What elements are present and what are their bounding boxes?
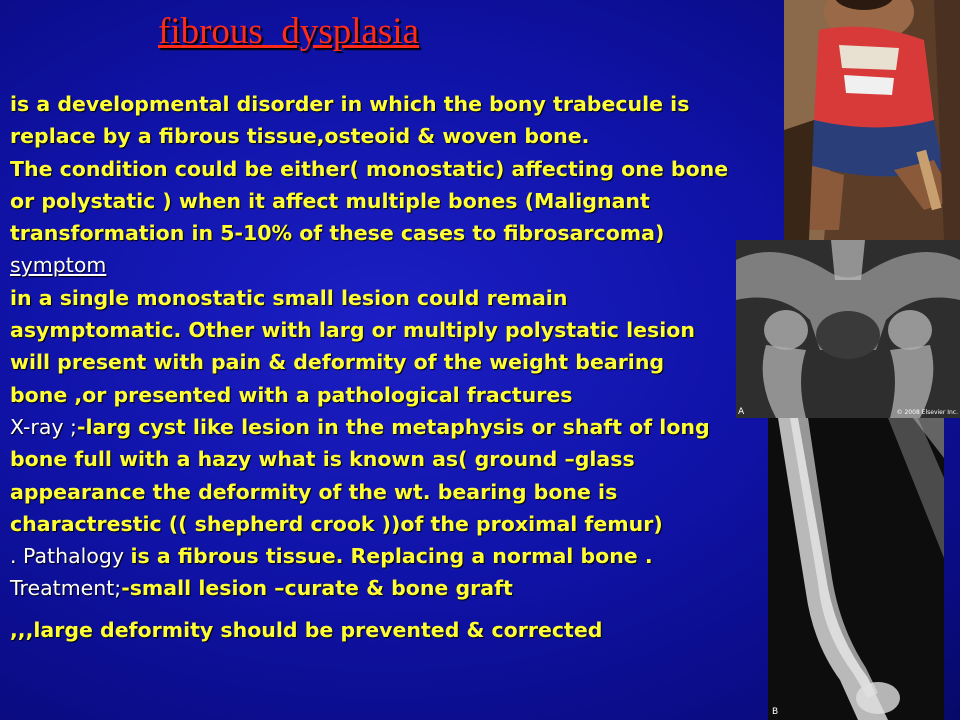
- body-text-segment: is a developmental disorder in which the bony trabecule is: [10, 92, 690, 116]
- body-text-segment: in a single monostatic small lesion could remain: [10, 285, 568, 310]
- pelvis-panel-label: A: [738, 407, 745, 417]
- body-text-segment: -small lesion –curate & bone graft: [121, 576, 513, 601]
- section-heading: Treatment;: [10, 576, 122, 601]
- body-line: [10, 346, 740, 378]
- body-text-segment: bone full with a hazy what is known as( ground –glass: [10, 447, 635, 472]
- slide-title: fibrous dysplasia: [158, 11, 420, 52]
- body-line: [10, 282, 740, 314]
- body-text-segment: asymptomatic. Other with larg or multiply polystatic lesion: [10, 318, 695, 343]
- section-heading: X-ray ;: [10, 414, 77, 439]
- pelvis-xray-image: [736, 240, 960, 418]
- body-text-segment: appearance the deformity of the wt. bearing bone is: [10, 479, 618, 504]
- body-line: [10, 443, 740, 475]
- body-line: [10, 614, 740, 646]
- patient-photo-illustration: [784, 0, 960, 240]
- body-line: [10, 120, 740, 152]
- body-text-segment: or polystatic ) when it affect multiple bones (Malignant: [10, 188, 650, 213]
- body-line: [10, 217, 740, 249]
- body-text-segment: replace by a fibrous tissue,osteoid & woven bone.: [10, 124, 590, 149]
- body-text-segment: -larg cyst like lesion in the metaphysis or shaft of long: [76, 414, 710, 439]
- section-heading: symptom: [10, 253, 107, 278]
- body-text-segment: is a fibrous tissue. Replacing a normal bone .: [130, 544, 653, 569]
- body-text-segment: charactrestic (( shepherd crook ))of the proximal femur): [10, 511, 663, 536]
- body-line: [10, 88, 740, 120]
- body-line: [10, 572, 740, 604]
- body-text-segment: will present with pain & deformity of the weight bearing: [10, 350, 665, 375]
- body-text-segment: The condition could be either( monostatic) affecting one bone: [10, 156, 729, 181]
- body-text-segment: ,,,large deformity should be prevented & corrected: [10, 617, 603, 642]
- femur-xray-illustration: [768, 418, 944, 720]
- body-text-segment: transformation in 5-10% of these cases to fibrosarcoma): [10, 221, 665, 246]
- patient-photo: [784, 0, 960, 240]
- femur-panel-label: B: [772, 707, 779, 717]
- body-line: [10, 379, 740, 411]
- body-line: [10, 411, 740, 443]
- body-line: [10, 185, 740, 217]
- slide-body-text: [10, 88, 740, 646]
- pelvis-copyright-caption: © 2008 Elsevier Inc.: [896, 409, 958, 416]
- section-heading: . Pathalogy: [10, 544, 131, 569]
- body-line: [10, 153, 740, 185]
- body-line: [10, 508, 740, 540]
- body-line: [10, 476, 740, 508]
- body-line: [10, 249, 740, 281]
- body-line: [10, 314, 740, 346]
- body-text-segment: bone ,or presented with a pathological fractures: [10, 382, 573, 407]
- pelvis-xray-illustration: [736, 240, 960, 418]
- femur-xray-image: [768, 418, 944, 720]
- body-line: [10, 540, 740, 572]
